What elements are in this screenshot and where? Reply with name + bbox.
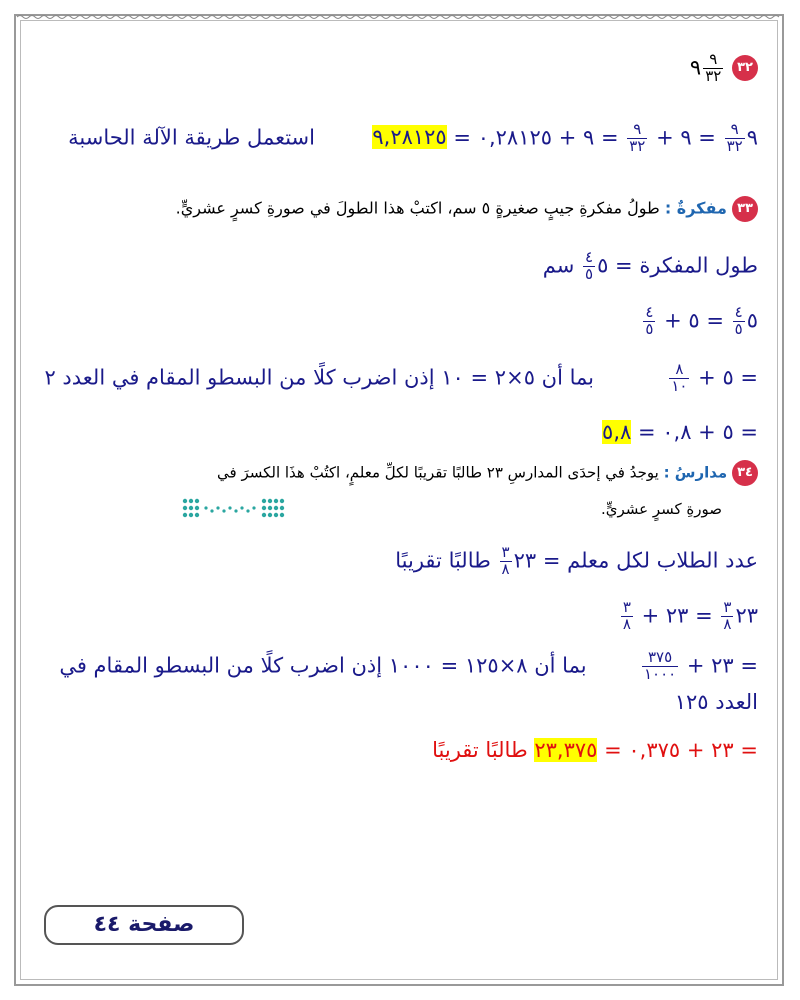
q33-line1: طول المفكرة = ٥ $\frac{٤}{٥}$ سم <box>542 248 758 283</box>
q34-text1: يوجدُ في إحدَى المدارسِ ٢٣ طالبًا تقريبًا لكلِّ معلمٍ، اكتُبْ هذَا الكسرَ في <box>217 463 659 482</box>
q33-question <box>176 196 758 222</box>
q34-line2: ٢٣ $\frac{٣}{٨}$ = ٢٣ + $\frac{٣}{٨}$ <box>622 598 758 633</box>
ministry-logo-icon <box>180 495 310 521</box>
q32-header <box>690 52 758 85</box>
q34-line4: = ٢٣ + ٠,٣٧٥ = ٢٣,٣٧٥ طالبًا تقريبًا <box>432 738 758 762</box>
q32-note: استعمل طريقة الآلة الحاسبة <box>68 125 315 150</box>
q34-note: بما أن ٨×١٢٥ = ١٠٠٠ إذن اضرب كلًا من البسطو المقام في <box>59 653 587 678</box>
q33-line3: = ٥ + $\frac{٨}{١٠}$ بما أن ٥×٢ = ١٠ إذن اضرب كلًا من البسطو المقام في العدد ٢ <box>44 360 758 395</box>
q33-line2: ٥ $\frac{٤}{٥}$ = ٥ + $\frac{٤}{٥}$ <box>645 303 758 338</box>
q34-answer: ٢٣,٣٧٥ <box>534 738 598 762</box>
q33-line4: = ٥ + ٠,٨ = ٥,٨ <box>602 420 758 444</box>
q32-mixed-whole: ٩ <box>746 125 758 150</box>
q34-line3: = ٢٣ + $\frac{٣٧٥}{١٠٠٠}$ بما أن ٨×١٢٥ = ١٠٠٠ إذن اضرب كلًا من البسطو المقام في <box>59 648 758 683</box>
q34-title: مدارسُ : <box>663 463 728 482</box>
q33-title: مفكرةٌ : <box>664 198 727 218</box>
q34-text2-line: صورةِ كسرٍ عشريٍّ. <box>600 500 722 518</box>
q33-text: طولُ مفكرةِ جيبٍ صغيرةٍ ٥ سم، اكتبْ هذا الطولَ في صورةِ كسرٍ عشريٍّ. <box>175 198 660 218</box>
q32-eq1: = ٩ + <box>656 125 716 150</box>
q32-fraction: $\frac{٩}{٣٢}$ <box>705 50 722 85</box>
q34-badge: ٣٤ <box>732 460 758 486</box>
q33-answer: ٥,٨ <box>602 420 632 444</box>
q34-question <box>217 460 758 486</box>
q34-note-continued: العدد ١٢٥ <box>674 690 758 714</box>
q32-badge: ٣٢ <box>732 55 758 81</box>
page-number-box: صفحة ٤٤ <box>44 905 244 945</box>
q34-line1: عدد الطلاب لكل معلم = ٢٣ $\frac{٣}{٨}$ طالبًا تقريبًا <box>395 543 758 578</box>
q32-eq2: = ٩ + ٠,٢٨١٢٥ = <box>453 125 619 150</box>
q32-answer: ٩,٢٨١٢٥ <box>372 125 447 150</box>
q33-badge: ٣٣ <box>732 196 758 222</box>
q32-whole: ٩ <box>689 55 702 80</box>
q33-note: بما أن ٥×٢ = ١٠ إذن اضرب كلًا من البسطو المقام في العدد ٢ <box>44 365 594 390</box>
q32-work-line: ٩ $\frac{٩}{٣٢}$ = ٩ + $\frac{٩}{٣٢}$ = ٩ + ٠,٢٨١٢٥ = ٩,٢٨١٢٥ استعمل طريقة الآلة الحاسبة <box>68 120 758 155</box>
